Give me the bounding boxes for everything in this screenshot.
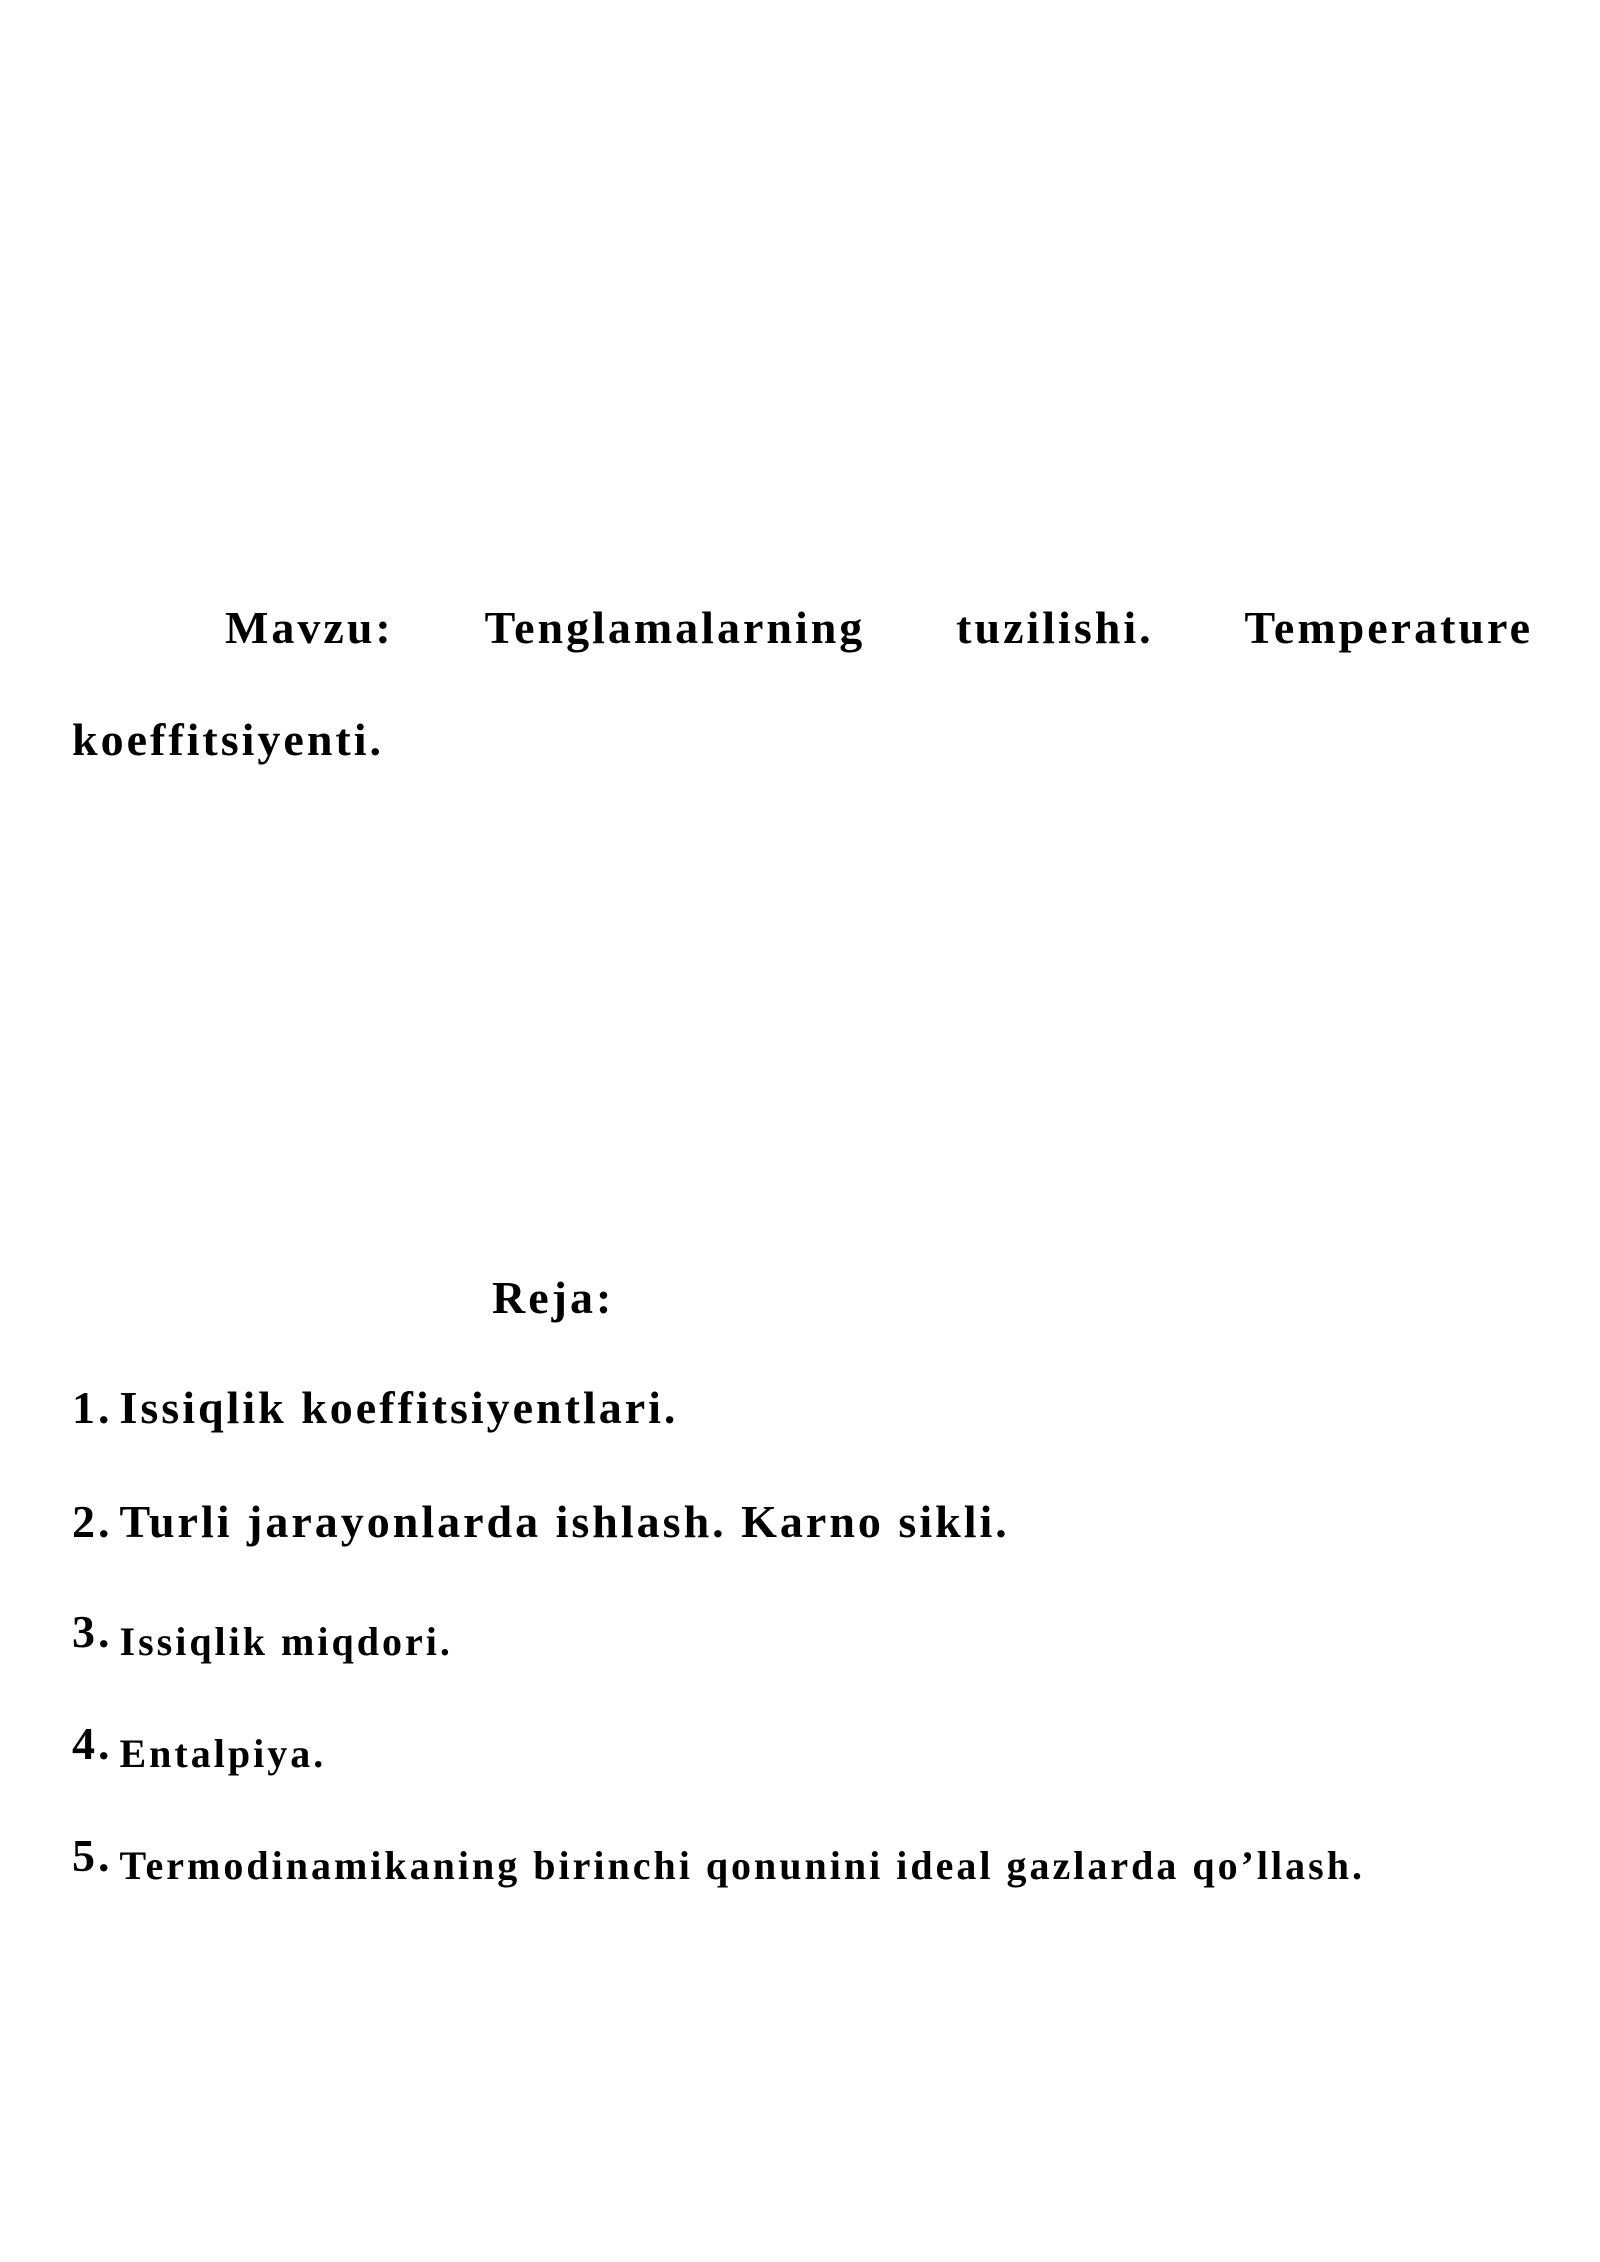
plan-item-text: Issiqlik miqdori. bbox=[119, 1619, 453, 1664]
topic-line bbox=[225, 598, 1533, 658]
topic-title-word-2: tuzilishi. bbox=[956, 602, 1154, 653]
plan-item-number: 5. bbox=[72, 1830, 113, 1881]
plan-item-text: Issiqlik koeffitsiyentlari. bbox=[119, 1382, 679, 1433]
topic-title-continuation: koeffitsiyenti. bbox=[72, 714, 385, 765]
topic-title-word-3: Temperature bbox=[1244, 602, 1533, 653]
plan-item bbox=[72, 1378, 678, 1449]
plan-heading: Reja: bbox=[492, 1272, 615, 1323]
topic-label: Mavzu: bbox=[225, 602, 394, 653]
plan-item-number: 2. bbox=[72, 1496, 113, 1547]
plan-item-number: 4. bbox=[72, 1718, 113, 1769]
topic-title-word-1: Tenglamalarning bbox=[484, 602, 866, 653]
plan-item-number: 3. bbox=[72, 1606, 113, 1657]
plan-item-text: Entalpiya. bbox=[119, 1731, 327, 1776]
plan-item-text: Turli jarayonlarda ishlash. Karno sikli. bbox=[119, 1496, 1010, 1547]
plan-item-text: Termodinamikaning birinchi qonunini ideal gazlarda qo’llash. bbox=[119, 1843, 1365, 1888]
plan-item bbox=[72, 1714, 326, 1785]
plan-item bbox=[72, 1602, 453, 1673]
plan-item bbox=[72, 1826, 1365, 1897]
plan-item bbox=[72, 1492, 1010, 1563]
plan-item-number: 1. bbox=[72, 1382, 113, 1433]
